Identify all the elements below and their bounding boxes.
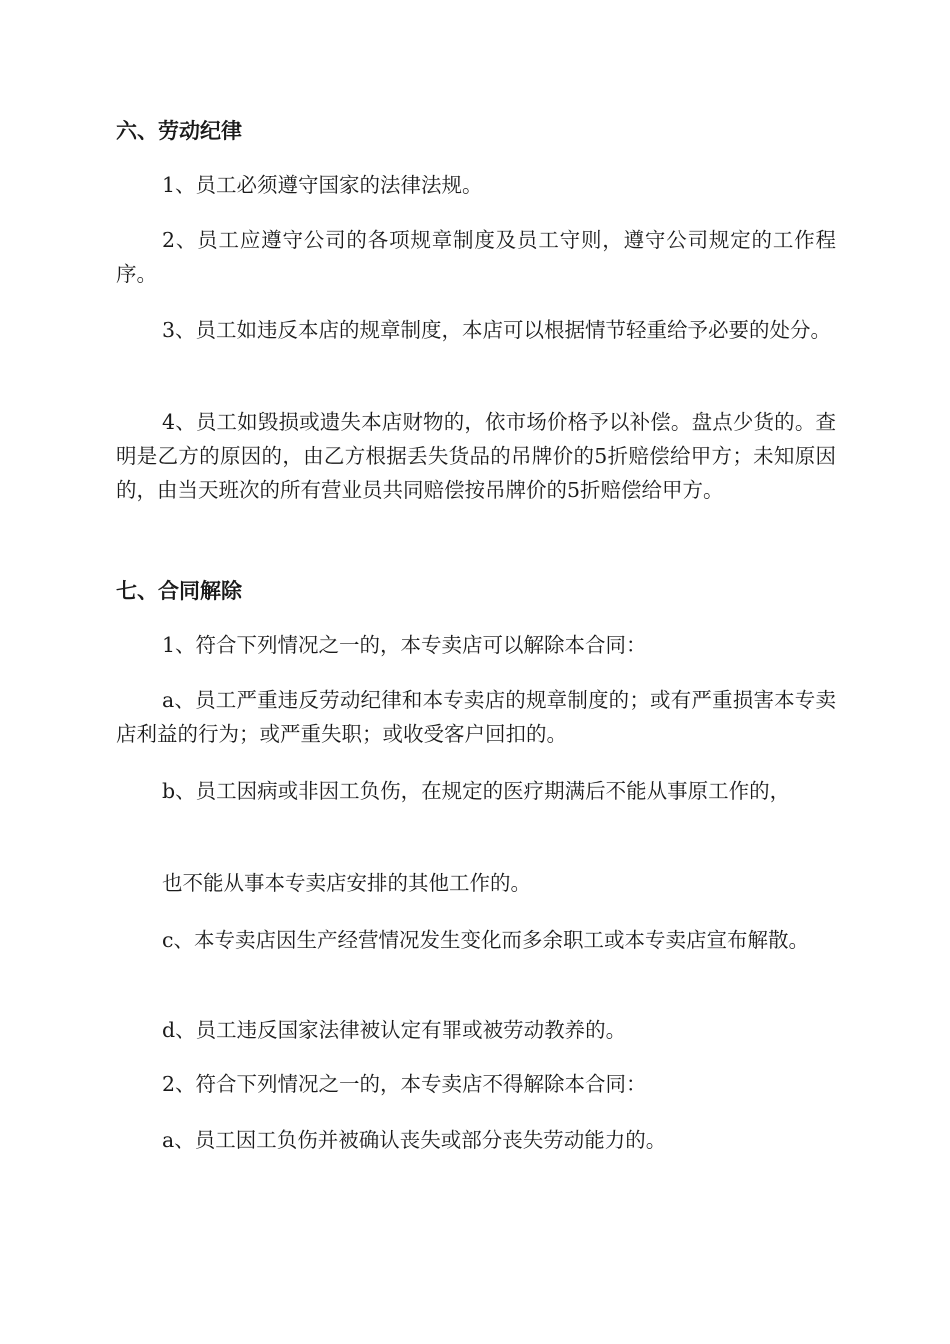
paragraph: 3、员工如违反本店的规章制度，本店可以根据情节轻重给予必要的处分。 xyxy=(162,318,832,342)
paragraph: b、员工因病或非因工负伤，在规定的医疗期满后不能从事原工作的， xyxy=(162,779,791,803)
paragraph: c、本专卖店因生产经营情况发生变化而多余职工或本专卖店宣布解散。 xyxy=(162,928,809,952)
paragraph: 1、符合下列情况之一的，本专卖店可以解除本合同： xyxy=(162,633,647,657)
section-heading-contract-termination: 七、合同解除 xyxy=(116,579,242,603)
paragraph: a、员工因工负伤并被确认丧失或部分丧失劳动能力的。 xyxy=(162,1128,667,1152)
paragraph: d、员工违反国家法律被认定有罪或被劳动教养的。 xyxy=(162,1018,627,1042)
paragraph: 4、员工如毁损或遗失本店财物的，依市场价格予以补偿。盘点少货的。查明是乙方的原因的，由乙方根据丢失货品的吊牌价的5折赔偿给甲方；未知原因的，由当天班次的所有营业员共同赔偿按吊牌价的5折赔偿给甲方。 xyxy=(116,410,836,502)
paragraph: 2、符合下列情况之一的，本专卖店不得解除本合同： xyxy=(162,1072,647,1096)
section-heading-labor-discipline: 六、劳动纪律 xyxy=(116,119,242,143)
paragraph: 2、员工应遵守公司的各项规章制度及员工守则，遵守公司规定的工作程序。 xyxy=(116,228,836,286)
paragraph: 也不能从事本专卖店安排的其他工作的。 xyxy=(162,871,531,895)
paragraph: 1、员工必须遵守国家的法律法规。 xyxy=(162,173,483,197)
paragraph: a、员工严重违反劳动纪律和本专卖店的规章制度的；或有严重损害本专卖店利益的行为；或严重失职；或收受客户回扣的。 xyxy=(116,688,836,746)
